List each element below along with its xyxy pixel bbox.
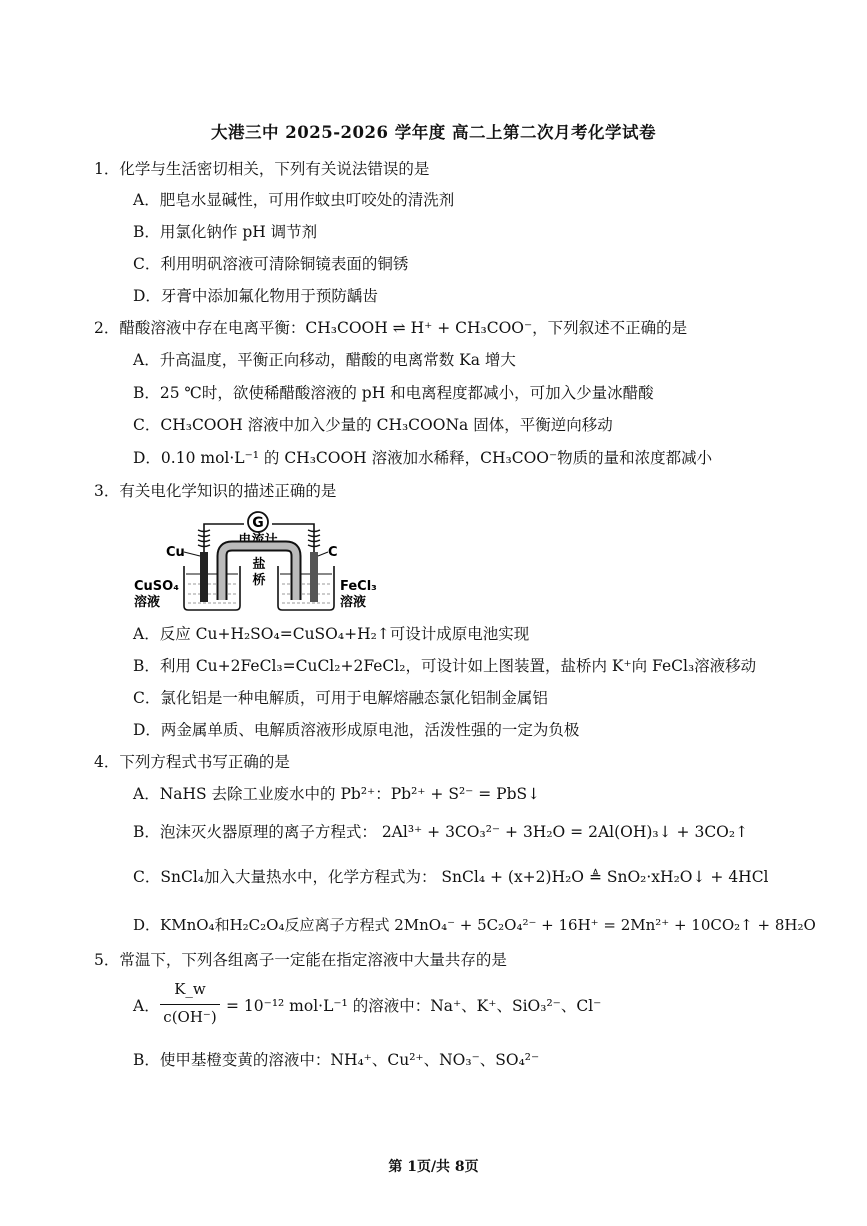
copper-electrode bbox=[200, 552, 208, 602]
galvanic-cell-diagram bbox=[132, 508, 392, 614]
label-left-solution: 溶液 bbox=[134, 595, 161, 610]
question-3-option-d: D．两金属单质、电解质溶液形成原电池，活泼性强的一定为负极 bbox=[133, 721, 580, 739]
question-2-stem: 2．醋酸溶液中存在电离平衡：CH₃COOH ⇌ H⁺ + CH₃COO⁻，下列叙述不正确的是 bbox=[94, 319, 688, 337]
question-3-option-b: B．利用 Cu+2FeCl₃=CuCl₂+2FeCl₂，可设计如上图装置，盐桥内 K⁺向 FeCl₃溶液移动 bbox=[133, 657, 757, 675]
fraction-bar bbox=[160, 1004, 220, 1005]
question-1-option-d: D．牙膏中添加氟化物用于预防龋齿 bbox=[133, 287, 378, 305]
label-c: C bbox=[328, 545, 338, 560]
question-2-option-d: D．0.10 mol·L⁻¹ 的 CH₃COOH 溶液加水稀释，CH₃COO⁻物质的量和浓度都减小 bbox=[133, 449, 713, 467]
label-cuso4: CuSO₄ bbox=[134, 579, 179, 594]
fraction-denominator: c(OH⁻) bbox=[163, 1008, 217, 1026]
ammeter-label: 电流计 bbox=[238, 533, 278, 548]
question-4-option-b: B．泡沫灭火器原理的离子方程式： 2Al³⁺ + 3CO₃²⁻ + 3H₂O = 2Al(OH)₃↓ + 3CO₂↑ bbox=[133, 823, 749, 841]
question-2-option-b: B．25 ℃时，欲使稀醋酸溶液的 pH 和电离程度都减小，可加入少量冰醋酸 bbox=[133, 384, 654, 402]
label-right-solution: 溶液 bbox=[340, 595, 367, 610]
question-1-option-c: C．利用明矾溶液可清除铜镜表面的铜锈 bbox=[133, 255, 409, 273]
question-1-option-a: A．肥皂水显碱性，可用作蚊虫叮咬处的清洗剂 bbox=[133, 191, 455, 209]
fraction-numerator: K_w bbox=[174, 980, 206, 998]
question-2-option-c: C．CH₃COOH 溶液中加入少量的 CH₃COONa 固体，平衡逆向移动 bbox=[133, 416, 613, 434]
left-beaker bbox=[184, 566, 240, 610]
question-5-stem: 5．常温下，下列各组离子一定能在指定溶液中大量共存的是 bbox=[94, 951, 507, 969]
question-4-option-c: C．SnCl₄加入大量热水中，化学方程式为： SnCl₄ + (x+2)H₂O ≜ SnO₂·xH₂O↓ + 4HCl bbox=[133, 868, 769, 886]
question-3-option-a: A．反应 Cu+H₂SO₄=CuSO₄+H₂↑可设计成原电池实现 bbox=[133, 625, 530, 643]
carbon-electrode bbox=[310, 552, 318, 602]
question-4-stem: 4．下列方程式书写正确的是 bbox=[94, 753, 290, 771]
question-4-option-d: D．KMnO₄和H₂C₂O₄反应离子方程式 2MnO₄⁻ + 5C₂O₄²⁻ + 16H⁺ = 2Mn²⁺ + 10CO₂↑ + 8H₂O bbox=[133, 916, 816, 934]
question-5-option-a-text: = 10⁻¹² mol·L⁻¹ 的溶液中：Na⁺、K⁺、SiO₃²⁻、Cl⁻ bbox=[226, 997, 602, 1015]
galvanometer-label: G bbox=[252, 515, 264, 531]
exam-title: 大港三中 2025-2026 学年度 高二上第二次月考化学试卷 bbox=[211, 123, 656, 142]
salt-bridge-label-2: 桥 bbox=[252, 573, 266, 588]
label-cu: Cu bbox=[166, 545, 185, 560]
question-1-option-b: B．用氯化钠作 pH 调节剂 bbox=[133, 223, 318, 241]
question-3-stem: 3．有关电化学知识的描述正确的是 bbox=[94, 482, 337, 500]
question-2-option-a: A．升高温度，平衡正向移动，醋酸的电离常数 Ka 增大 bbox=[133, 351, 516, 369]
right-beaker bbox=[278, 566, 334, 610]
label-fecl3: FeCl₃ bbox=[340, 579, 377, 594]
question-5-option-b: B．使甲基橙变黄的溶液中：NH₄⁺、Cu²⁺、NO₃⁻、SO₄²⁻ bbox=[133, 1051, 540, 1069]
question-1-stem: 1．化学与生活密切相关，下列有关说法错误的是 bbox=[94, 160, 430, 178]
question-4-option-a: A．NaHS 去除工业废水中的 Pb²⁺：Pb²⁺ + S²⁻ = PbS↓ bbox=[133, 785, 541, 803]
question-3-option-c: C．氯化铝是一种电解质，可用于电解熔融态氯化铝制金属铝 bbox=[133, 689, 548, 707]
salt-bridge-label-1: 盐 bbox=[252, 557, 266, 572]
page-footer: 第 1页/共 8页 bbox=[388, 1159, 479, 1175]
kw-over-oh-fraction bbox=[158, 980, 222, 1032]
question-5-option-a-label: A． bbox=[133, 997, 160, 1015]
